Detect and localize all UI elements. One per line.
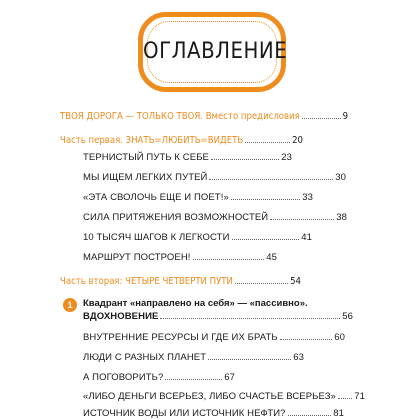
toc-entry-chapter[interactable] <box>83 252 277 263</box>
toc-entry-part-one[interactable] <box>60 135 303 146</box>
dot-leader <box>288 415 332 416</box>
dot-leader <box>160 318 340 319</box>
page-title: ОГЛАВЛЕНИЕ <box>143 39 288 64</box>
toc-entry-chapter[interactable] <box>83 172 346 183</box>
dot-leader <box>209 179 333 180</box>
toc-entry-quadrant[interactable] <box>83 311 353 322</box>
toc-entry-preface[interactable] <box>60 111 348 122</box>
dot-leader <box>245 142 290 143</box>
quadrant-number-badge: 1 <box>63 298 77 312</box>
toc-entry-chapter[interactable] <box>83 152 292 163</box>
toc-entry-page: 67 <box>224 372 235 383</box>
dot-leader <box>270 219 334 220</box>
toc-entry-page: 71 <box>354 391 365 402</box>
toc-entry-chapter[interactable] <box>83 192 313 203</box>
toc-entry-page: 9 <box>342 111 348 122</box>
toc-entry-label: А ПОГОВОРИТЬ? <box>83 372 164 383</box>
toc-entry-page: 56 <box>342 311 353 322</box>
dot-leader <box>211 159 279 160</box>
toc-entry-label: МЫ ИЩЕМ ЛЕГКИХ ПУТЕЙ <box>83 172 208 183</box>
toc-entry-chapter[interactable] <box>83 232 312 243</box>
toc-entry-chapter[interactable] <box>83 332 345 343</box>
toc-entry-page: 20 <box>292 135 303 146</box>
toc-entry-label: ВДОХНОВЕНИЕ <box>83 311 159 322</box>
dot-leader <box>232 239 300 240</box>
toc-entry-page: 81 <box>333 408 344 419</box>
toc-entry-label: Часть первая. ЗНАТЬ=ЛЮБИТЬ=ВИДЕТЬ <box>60 135 244 146</box>
toc-entry-page: 63 <box>293 352 304 363</box>
title-frame <box>138 12 286 92</box>
dot-leader <box>338 398 352 399</box>
toc-entry-label: ЛЮДИ С РАЗНЫХ ПЛАНЕТ <box>83 352 207 363</box>
dot-leader <box>231 199 300 200</box>
toc-entry-label: СИЛА ПРИТЯЖЕНИЯ ВОЗМОЖНОСТЕЙ <box>83 212 269 223</box>
toc-entry-label: ИСТОЧНИК ВОДЫ ИЛИ ИСТОЧНИК НЕФТИ? <box>83 408 286 419</box>
toc-entry-page: 38 <box>336 212 347 223</box>
dot-leader <box>165 379 222 380</box>
toc-entry-label: ВНУТРЕННИЕ РЕСУРСЫ И ГДЕ ИХ БРАТЬ <box>83 332 278 343</box>
dot-leader <box>208 359 291 360</box>
toc-entry-label: ТЕРНИСТЫЙ ПУТЬ К СЕБЕ <box>83 152 209 163</box>
toc-entry-label: «ЭТА СВОЛОЧЬ ЕЩЕ И ПОЕТ!» <box>83 192 229 203</box>
toc-entry-page: 30 <box>335 172 346 183</box>
dot-leader <box>193 259 265 260</box>
dot-leader <box>235 283 288 284</box>
toc-entry-page: 45 <box>266 252 277 263</box>
toc-entry-page: 60 <box>334 332 345 343</box>
toc-entry-page: 23 <box>281 152 292 163</box>
toc-entry-page: 41 <box>301 232 312 243</box>
toc-entry-part-two[interactable] <box>60 276 301 287</box>
toc-entry-label: МАРШРУТ ПОСТРОЕН! <box>83 252 191 263</box>
toc-entry-page: 33 <box>302 192 313 203</box>
toc-entry-chapter[interactable] <box>83 408 344 419</box>
dot-leader <box>280 339 333 340</box>
toc-entry-chapter[interactable] <box>83 212 347 223</box>
toc-entry-chapter[interactable] <box>83 352 304 363</box>
toc-entry-label: «ЛИБО ДЕНЬГИ ВСЕРЬЕЗ, ЛИБО СЧАСТЬЕ ВСЕРЬЕЗ» <box>83 391 336 402</box>
dot-leader <box>302 118 341 119</box>
toc-entry-label: ТВОЯ ДОРОГА — ТОЛЬКО ТВОЯ. Вместо предисловия <box>60 111 300 122</box>
toc-entry-page: 54 <box>290 276 301 287</box>
quadrant-heading: Квадрант «направлено на себя» — «пассивно». <box>83 298 308 309</box>
toc-entry-chapter[interactable] <box>83 391 365 402</box>
toc-entry-label: 10 ТЫСЯЧ ШАГОВ К ЛЕГКОСТИ <box>83 232 230 243</box>
toc-entry-label: Часть вторая: ЧЕТЫРЕ ЧЕТВЕРТИ ПУТИ <box>60 276 233 287</box>
toc-entry-chapter[interactable] <box>83 372 235 383</box>
